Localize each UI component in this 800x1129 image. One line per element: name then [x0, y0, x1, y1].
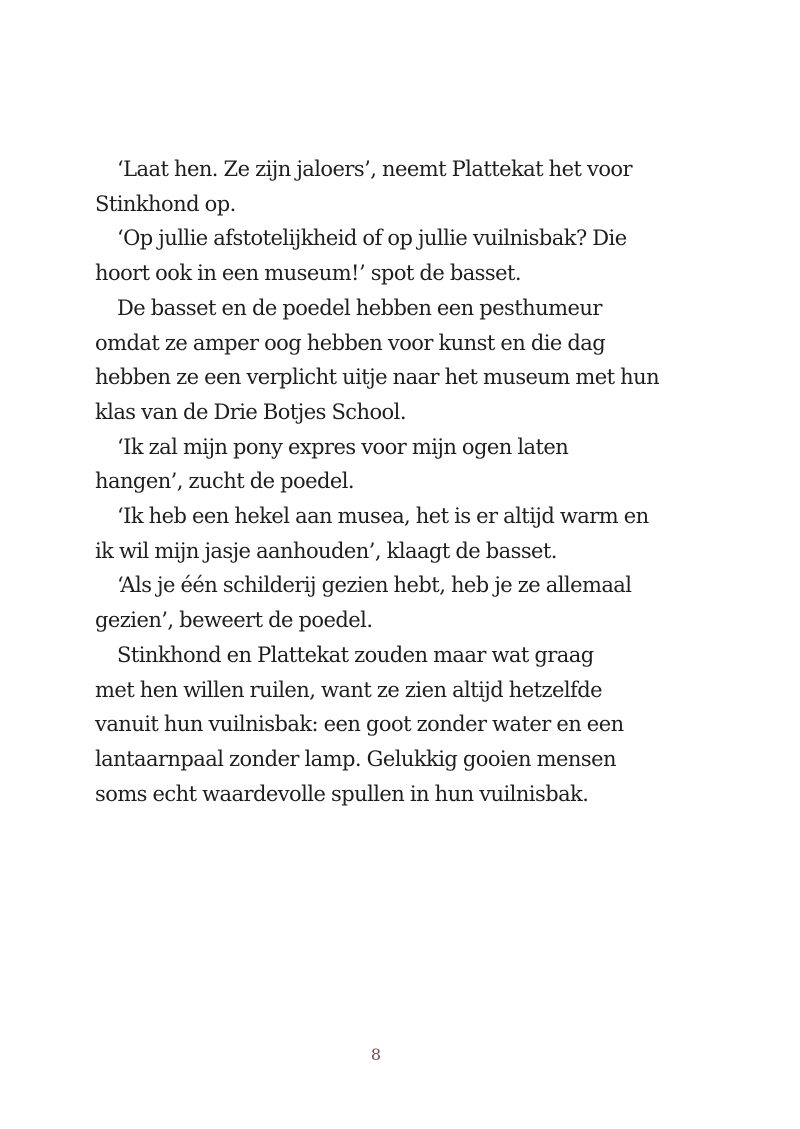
body-text: [95, 152, 695, 811]
text-line: hangen’, zucht de poedel.: [95, 469, 355, 494]
page-number: 8: [370, 1045, 382, 1064]
text-line: ik wil mijn jasje aanhouden’, klaagt de basset.: [95, 538, 557, 563]
text-line: ‘Ik zal mijn pony expres voor mijn ogen laten: [117, 434, 569, 459]
text-line: lantaarnpaal zonder lamp. Gelukkig gooien mensen: [95, 746, 616, 771]
text-line: hoort ook in een museum!’ spot de basset.: [95, 261, 522, 286]
text-line: klas van de Drie Botjes School.: [95, 399, 406, 424]
text-line: ‘Ik heb een hekel aan musea, het is er altijd warm en: [117, 504, 649, 529]
text-line: gezien’, beweert de poedel.: [95, 608, 373, 633]
text-line: vanuit hun vuilnisbak: een goot zonder water en een: [95, 712, 624, 737]
text-line: met hen willen ruilen, want ze zien altijd hetzelfde: [95, 677, 603, 702]
text-line: omdat ze amper oog hebben voor kunst en die dag: [95, 330, 606, 355]
text-line: ‘Als je één schilderij gezien hebt, heb je ze allemaal: [117, 573, 632, 598]
text-line: De basset en de poedel hebben een pesthumeur: [117, 295, 602, 320]
text-line: hebben ze een verplicht uitje naar het museum met hun: [95, 365, 660, 390]
text-line: soms echt waardevolle spullen in hun vuilnisbak.: [95, 781, 589, 806]
text-line: ‘Laat hen. Ze zijn jaloers’, neemt Plattekat het voor: [117, 157, 632, 181]
text-line: Stinkhond op.: [95, 191, 236, 216]
text-line: Stinkhond en Plattekat zouden maar wat graag: [117, 642, 594, 667]
text-line: ‘Op jullie afstotelijkheid of op jullie vuilnisbak? Die: [117, 226, 627, 251]
